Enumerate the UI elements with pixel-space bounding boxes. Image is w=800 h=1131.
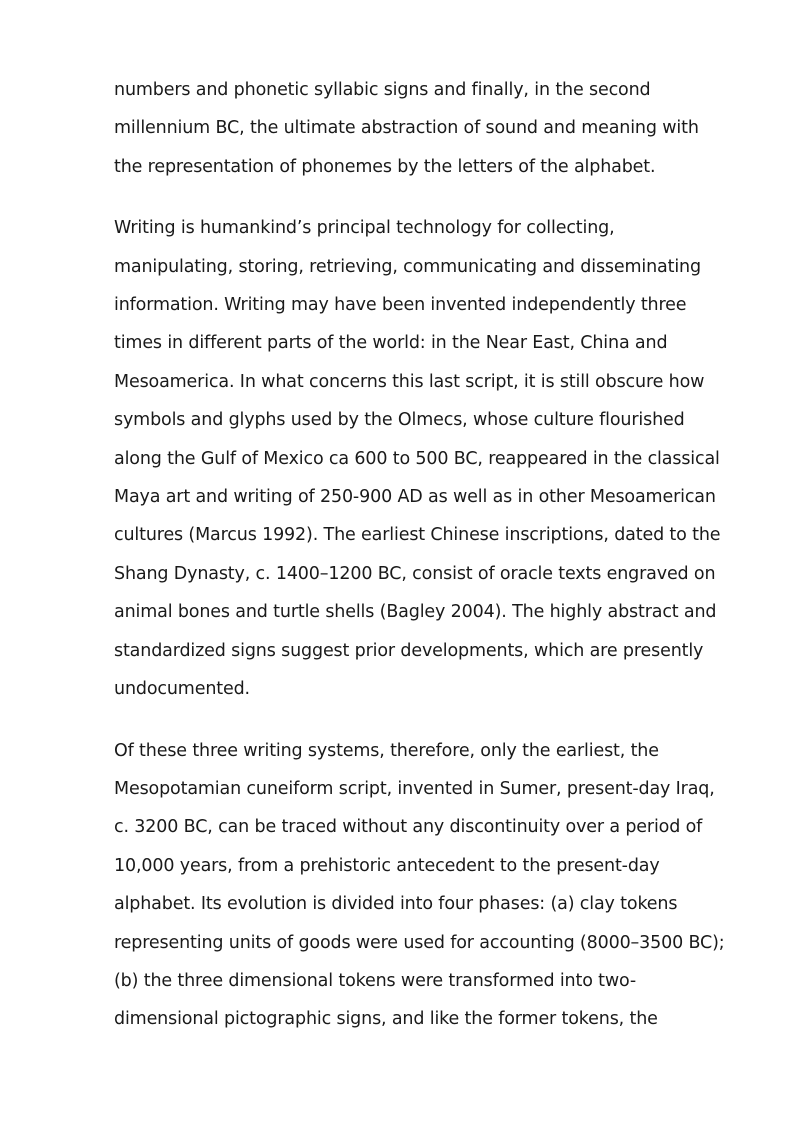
text-line: numbers and phonetic syllabic signs and finally, in the second: [114, 80, 651, 100]
text-line: symbols and glyphs used by the Olmecs, whose culture flourished: [114, 410, 685, 431]
text-line: millennium BC, the ultimate abstraction of sound and meaning with: [114, 118, 699, 139]
text-line: c. 3200 BC, can be traced without any discontinuity over a period of: [114, 817, 703, 838]
text-line: cultures (Marcus 1992). The earliest Chinese inscriptions, dated to the: [114, 525, 721, 546]
text-line: (b) the three dimensional tokens were transformed into two-: [114, 970, 637, 991]
text-line: alphabet. Its evolution is divided into four phases: (a) clay tokens: [114, 894, 678, 915]
text-line: dimensional pictographic signs, and like the former tokens, the: [114, 1009, 658, 1030]
text-line: representing units of goods were used for accounting (8000–3500 BC);: [114, 932, 725, 953]
text-line: information. Writing may have been invented independently three: [114, 295, 687, 316]
text-line: manipulating, storing, retrieving, communicating and disseminating: [114, 256, 701, 277]
text-line: Writing is humankind’s principal technology for collecting,: [114, 218, 615, 239]
text-line: Mesoamerica. In what concerns this last script, it is still obscure how: [114, 371, 705, 392]
text-line: standardized signs suggest prior developments, which are presently: [114, 640, 704, 661]
text-line: along the Gulf of Mexico ca 600 to 500 BC, reappeared in the classical: [114, 448, 720, 469]
paragraph-3: [114, 732, 744, 1039]
text-line: times in different parts of the world: in the Near East, China and: [114, 333, 668, 354]
document-page: [114, 71, 744, 1062]
paragraph-2: [114, 209, 744, 708]
text-line: animal bones and turtle shells (Bagley 2004). The highly abstract and: [114, 602, 717, 623]
text-line: Maya art and writing of 250-900 AD as well as in other Mesoamerican: [114, 487, 716, 508]
text-line: Shang Dynasty, c. 1400–1200 BC, consist of oracle texts engraved on: [114, 563, 716, 584]
text-line: undocumented.: [114, 679, 250, 700]
text-line: Mesopotamian cuneiform script, invented in Sumer, present-day Iraq,: [114, 778, 715, 799]
text-line: 10,000 years, from a prehistoric antecedent to the present-day: [114, 855, 660, 876]
text-line: Of these three writing systems, therefore, only the earliest, the: [114, 740, 659, 761]
text-line: the representation of phonemes by the letters of the alphabet.: [114, 156, 656, 177]
paragraph-1: [114, 71, 744, 186]
